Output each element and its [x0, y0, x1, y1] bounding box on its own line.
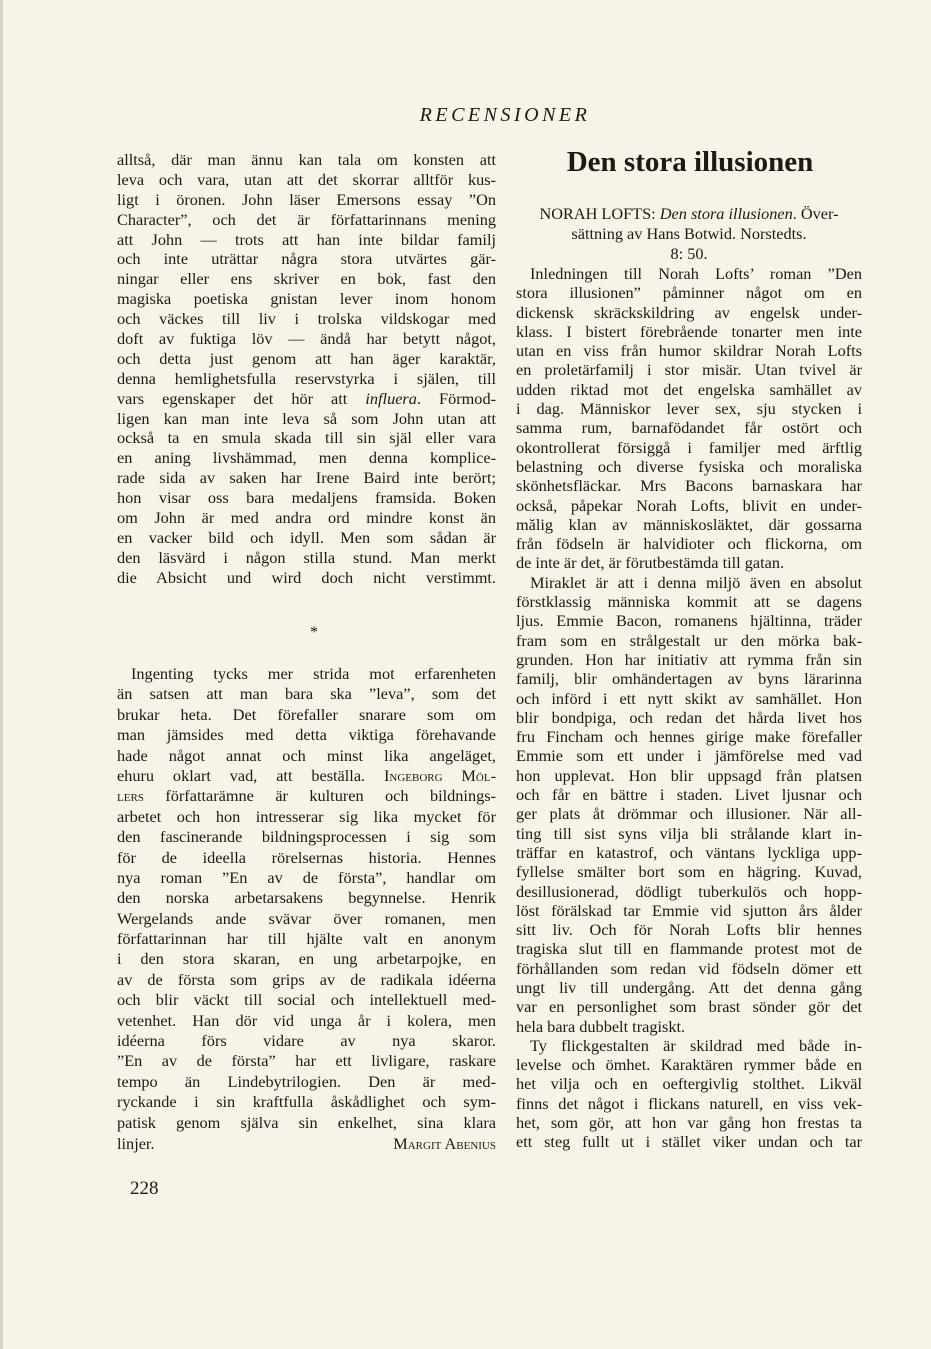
text-line: okontrollerat försiggå i familjer med ärftlig	[516, 437, 862, 457]
text-line: och väckes till liv i trolska vildskogar med	[117, 309, 496, 329]
text-line: rade sida av saken har Irene Baird inte berört;	[117, 468, 496, 488]
text-line: fru Fincham och hennes girige make förefaller	[516, 727, 862, 747]
text-line: var en personlighet som brast sönder gör det	[516, 997, 862, 1017]
paragraph	[516, 264, 862, 573]
text-line: ting till sist syns vilja bli strålande klart in-	[516, 823, 862, 843]
text-line: från födseln är halvidioter och flickorna, om	[516, 534, 862, 554]
text-line: finns det något i flickans naturell, en viss vek-	[516, 1093, 862, 1113]
text-line: en vacker bild och idyll. Men som sådan är	[117, 527, 496, 547]
text-line: ligen kan man inte leva så som John utan att	[117, 408, 496, 428]
text-line: grunden. Hon har initiativ att rymma från sin	[516, 649, 862, 669]
text-line: förstklassig människa kommit att se dagens	[516, 592, 862, 612]
text-line: av de första som grips av de radikala idéerna	[117, 969, 496, 989]
text-line: magiska poetiska gnistan lever inom honom	[117, 289, 496, 309]
author-name: lers	[117, 786, 144, 806]
text-line: mălig klan av människosläktet, där gossarna	[516, 514, 862, 534]
byline-book-title: Den stora illusionen	[659, 204, 793, 223]
closing-line	[117, 1134, 496, 1154]
text-line: och inte uträttar några stora utvärtes gär-	[117, 249, 496, 269]
text-segment: författarämne är kulturen och bildnings-	[143, 786, 496, 806]
text-line: fyllelse smälter bort som en hägring. Kuvad,	[516, 862, 862, 882]
text-line: och blir väckt till social och intellektuell med-	[117, 990, 496, 1010]
author-name: Ingeborg Möl-	[383, 765, 496, 785]
byline-rest: . Över-	[792, 204, 839, 223]
text-line: för de ideella rörelsernas historia. Hennes	[117, 847, 496, 867]
text-line: brukar heta. Det förefaller snarare som om	[117, 704, 496, 724]
paragraph	[516, 573, 862, 1036]
emphasis: influera	[365, 388, 417, 408]
text-line: tragiska slut till en flammande protest mot de	[516, 939, 862, 959]
text-line: en aning livshämmad, men denna komplice-	[117, 448, 496, 468]
text-line	[117, 389, 496, 409]
text-line: ningar eller ens skriver en bok, fast den	[117, 269, 496, 289]
text-line: Character”, och det är författarinnans mening	[117, 209, 496, 229]
page-number: 228	[130, 1178, 159, 1199]
text-line: den läsvärd i någon stilla stund. Man merkt	[117, 547, 496, 567]
text-line: författarinnan har till hjälte valt en anonym	[117, 929, 496, 949]
text-line	[117, 766, 496, 786]
paragraph	[516, 1036, 862, 1152]
text-line: udden riktad mot det engelska samhället av	[516, 379, 862, 399]
text-line: skönhetsfläckar. Mrs Bacons barnaskara har	[516, 476, 862, 496]
text-segment: . Förmod-	[416, 388, 497, 408]
text-line: också ta en smula skada till sin själ eller vara	[117, 428, 496, 448]
text-line: de inte är det, är förutbestämda till gatan.	[516, 553, 785, 573]
right-column-review-text	[516, 264, 862, 1152]
text-line: än satsen att man bara ska ”leva”, som det	[117, 684, 496, 704]
text-line: sitt liv. Och för Norah Lofts blir hennes	[516, 920, 862, 940]
text-line: ljus. Emmie Bacon, romanens hjältinna, träder	[516, 611, 862, 631]
text-line: och detta just genom att han äger karaktär,	[117, 348, 496, 368]
text-line: ungt liv till undergång. Att det denna gång	[516, 977, 862, 997]
signature: Margit Abenius	[393, 1134, 496, 1153]
text-line: i den stora skaran, en ung arbetarpojke, en	[117, 949, 496, 969]
text-segment: ehuru oklart vad, att beställa.	[117, 765, 384, 785]
byline-translator: sättning av Hans Botwid. Norstedts.	[571, 224, 807, 243]
text-line: die Absicht und wird doch nicht verstimmt.	[117, 567, 496, 587]
text-line: den fascinerande bildningsprocessen i sig som	[117, 827, 496, 847]
text-segment: vars egenskaper det hör att	[117, 388, 366, 408]
text-line: belastning och diverse fysiska och moraliska	[516, 456, 862, 476]
text-line: ”En av de första” har ett livligare, raskare	[117, 1051, 496, 1071]
text-line: hon visar oss bara medaljens framsida. Boken	[117, 488, 496, 508]
text-line: att John — trots att han inte bildar familj	[117, 229, 496, 249]
section-separator: *	[310, 624, 318, 641]
text-line: en proletärfamilj i stor misär. Utan tvivel är	[516, 360, 862, 380]
byline-author: NORAH LOFTS:	[539, 204, 660, 223]
text-line: fram som en strålgestalt ur den mörka bak-	[516, 630, 862, 650]
text-line: och får en bättre i staden. Livet ljusnar och	[516, 785, 862, 805]
text-line: het, som gör, att hon var gång hon frestas ta	[516, 1113, 862, 1133]
text-line: doft av fuktiga löv — ändå har betytt något,	[117, 329, 496, 349]
text-line: klass. I bistert förebrående tonarter men inte	[516, 321, 862, 341]
left-column-review-moller	[117, 664, 496, 1132]
text-line: leva och vara, utan att det skorrar alltför kus-	[117, 169, 496, 189]
text-line: om John är med andra ord mindre konst än	[117, 508, 496, 528]
text-line: hade något annat och minst lika angeläget,	[117, 745, 496, 765]
text-line: ger plats åt drömmar och illusioner. När all-	[516, 804, 862, 824]
text-line: Ingenting tycks mer strida mot erfarenheten	[131, 664, 496, 683]
left-column-review-end	[117, 150, 497, 587]
text-line: Miraklet är att i denna miljö även en absolut	[530, 572, 862, 592]
text-line: man jämsides med detta viktiga förehavande	[117, 725, 496, 745]
text-line: i dag. Människor lever sex, sju stycken i	[516, 399, 862, 419]
byline-price: 8: 50.	[670, 244, 708, 263]
text-line: Ty flickgestalten är skildrad med både in-	[530, 1035, 862, 1055]
text-line: Emmie som ett under i jämförelse med vad	[516, 746, 862, 766]
text-line: löst förälskad tar Emmie vid sjutton års ålder	[516, 900, 862, 920]
text-line: familj, blir omhändertagen av byns lärarinna	[516, 669, 862, 689]
text-line: samma rum, barnafödandet får ostört och	[516, 418, 862, 438]
text-line: alltså, där man ännu kan tala om konsten att	[117, 150, 496, 169]
text-line: vetenhet. Han dör vid unga år i kolera, men	[117, 1010, 496, 1030]
text-line: hon upplevat. Hon blir uppsagd från platsen	[516, 765, 862, 785]
text-line: nya roman ”En av de första”, handlar om	[117, 867, 496, 887]
text-line: blir bondpiga, och redan det hårda livet hos	[516, 707, 862, 727]
review-title: Den stora illusionen	[566, 146, 814, 178]
text-line: den norska arbetarsakens begynnelse. Henrik	[117, 888, 496, 908]
text-line: ligt i öronen. John läser Emersons essay ”On	[117, 189, 496, 209]
book-byline	[508, 204, 870, 264]
text-line: dickensk skräckskildring av engelsk under-	[516, 302, 862, 322]
text-line: patisk genom själva sin enkelhet, sina klara	[117, 1112, 496, 1132]
text-line: ett steg fullt ut i stället viker undan och tar	[516, 1132, 862, 1152]
text-line: stora illusionen” påminner något om en	[516, 283, 862, 303]
last-line: linjer.	[117, 1134, 155, 1153]
text-line: träffar en katastrof, och väntans lyckliga upp-	[516, 842, 862, 862]
text-line: desillusionerad, dödligt tuberkulös och hopp-	[516, 881, 862, 901]
text-line: Inledningen till Norah Lofts’ roman ”Den	[530, 264, 862, 283]
text-line: Wergelands ande svävar över romanen, men	[117, 908, 496, 928]
text-line: idéerna förs vidare av nya skaror.	[117, 1031, 496, 1051]
text-line: hela bara dubbelt tragiskt.	[516, 1016, 686, 1036]
text-line: tempo än Lindebytrilogien. Den är med-	[117, 1071, 496, 1091]
running-header: RECENSIONER	[419, 104, 591, 126]
text-line: ryckande i sin kraftfulla åskådlighet och sym-	[117, 1092, 496, 1112]
text-line: också, påpekar Norah Lofts, blivit en under-	[516, 495, 862, 515]
text-line: het vilja och en oeftergivlig stolthet. Likväl	[516, 1074, 862, 1094]
text-line: denna hemlighetsfulla reservstyrka i själen, till	[117, 368, 496, 388]
text-line: förhållanden som redan vid födseln dömer ett	[516, 958, 862, 978]
text-line: levelse och ömhet. Karaktären rymmer både en	[516, 1055, 862, 1075]
text-line: utan en viss från humor skildrar Norah Lofts	[516, 341, 862, 361]
text-line: och införd i ett nytt skikt av samhället. Hon	[516, 688, 862, 708]
text-line	[117, 786, 496, 806]
text-line: arbetet och hon intresserar sig lika mycket för	[117, 806, 496, 826]
